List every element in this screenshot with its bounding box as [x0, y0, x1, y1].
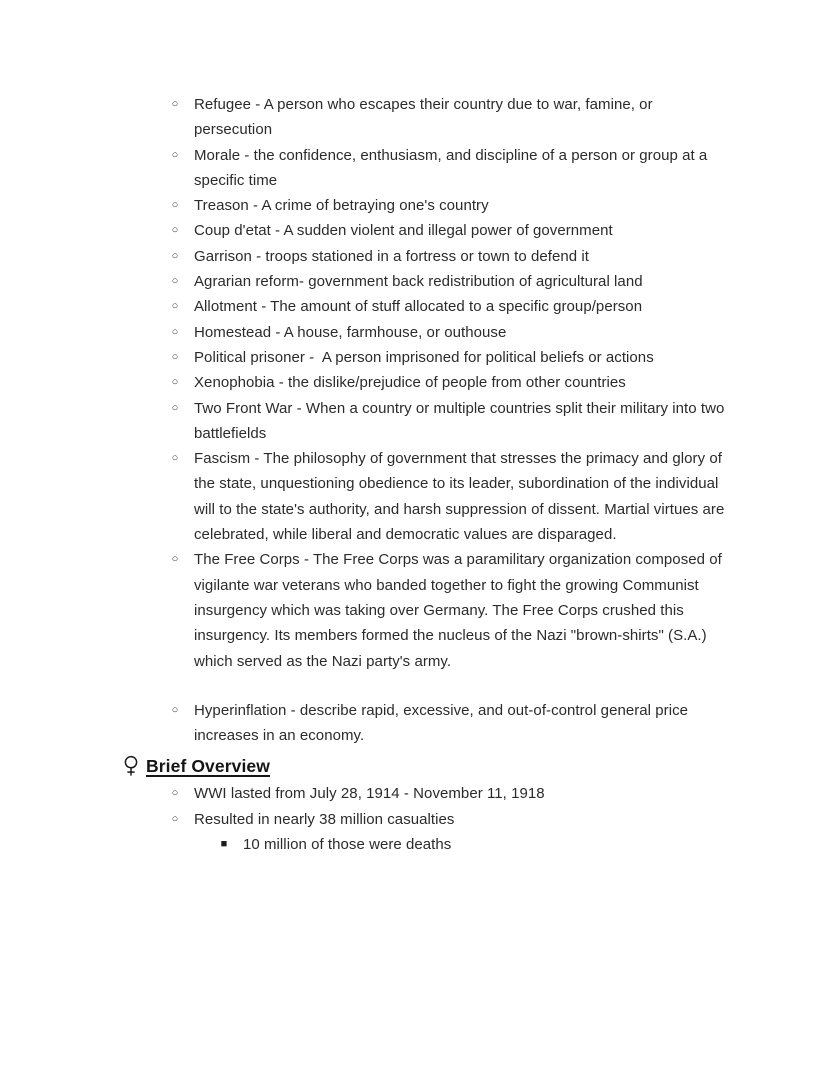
definition-text: Morale - the confidence, enthusiasm, and discipline of a person or group at a specific time [194, 146, 712, 189]
circle-bullet-icon: ○ [171, 401, 179, 414]
page-title: Brief Overview [146, 756, 270, 777]
circle-bullet-icon: ○ [171, 703, 179, 716]
circle-bullet-icon: ○ [171, 325, 179, 338]
list-item [207, 832, 733, 857]
list-item [158, 92, 731, 143]
brief-overview-list [0, 781, 828, 857]
list-item [158, 370, 731, 395]
definition-text: Two Front War - When a country or multiple countries split their military into two battlefields [194, 399, 729, 442]
circle-bullet-icon: ○ [171, 376, 179, 389]
definition-text: Coup d'etat - A sudden violent and illegal power of government [194, 222, 613, 240]
circle-bullet-icon: ○ [171, 350, 179, 363]
definition-text: Fascism - The philosophy of government that stresses the primacy and glory of the state, unquestioning obedience to its leader, subordination of the individual will to the state's authority, and harsh suppression of dissent. Martial virtues are celebrated, while liberal and democratic values are disparaged. [194, 450, 729, 544]
definition-text: Xenophobia - the dislike/prejudice of people from other countries [194, 374, 626, 392]
list-item [158, 143, 731, 194]
list-item [158, 320, 731, 345]
venus-symbol-icon [122, 755, 140, 777]
definition-text: The Free Corps - The Free Corps was a paramilitary organization composed of vigilante war veterans who banded together to fight the growing Communist insurgency which was taking over Germany. The Free Corps crushed this insurgency. Its members formed the nucleus of the Nazi "brown-shirts" (S.A.) which served as the Nazi party's army. [194, 551, 727, 670]
definition-text: Agrarian reform- government back redistribution of agricultural land [194, 273, 643, 291]
circle-bullet-icon: ○ [171, 224, 179, 237]
list-item [158, 269, 731, 294]
list-item [158, 547, 731, 673]
list-item [158, 294, 731, 319]
list-item [158, 807, 731, 832]
overview-text: 10 million of those were deaths [243, 836, 452, 854]
definition-text: Garrison - troops stationed in a fortress or town to defend it [194, 247, 589, 265]
circle-bullet-icon: ○ [171, 553, 179, 566]
circle-bullet-icon: ○ [171, 275, 179, 288]
definition-text: Refugee - A person who escapes their country due to war, famine, or persecution [194, 96, 657, 139]
square-bullet-icon: ■ [220, 838, 228, 851]
circle-bullet-icon: ○ [171, 452, 179, 465]
paragraph-spacer [0, 674, 828, 698]
list-item [158, 244, 731, 269]
overview-text: Resulted in nearly 38 million casualties [194, 810, 455, 828]
circle-bullet-icon: ○ [171, 249, 179, 262]
list-item [158, 218, 731, 243]
list-item [158, 193, 731, 218]
list-item [158, 396, 731, 447]
definition-text: Hyperinflation - describe rapid, excessive, and out-of-control general price increases in an economy. [194, 701, 693, 745]
vocabulary-definition-list [0, 92, 828, 748]
circle-bullet-icon: ○ [171, 300, 179, 313]
overview-text: WWI lasted from July 28, 1914 - November 11, 1918 [194, 785, 545, 803]
list-item [158, 345, 731, 370]
list-item [158, 698, 731, 749]
list-item [158, 446, 731, 547]
list-item [158, 781, 731, 806]
circle-bullet-icon: ○ [171, 148, 179, 161]
circle-bullet-icon: ○ [171, 787, 179, 800]
circle-bullet-icon: ○ [171, 199, 179, 212]
definition-text: Homestead - A house, farmhouse, or outhouse [194, 323, 507, 341]
brief-overview-heading [122, 754, 828, 779]
definition-text: Political prisoner - A person imprisoned for political beliefs or actions [194, 348, 654, 366]
definition-text: Treason - A crime of betraying one's country [194, 197, 489, 215]
circle-bullet-icon: ○ [171, 98, 179, 110]
circle-bullet-icon: ○ [171, 812, 179, 825]
definition-text: Allotment - The amount of stuff allocated to a specific group/person [194, 298, 643, 316]
